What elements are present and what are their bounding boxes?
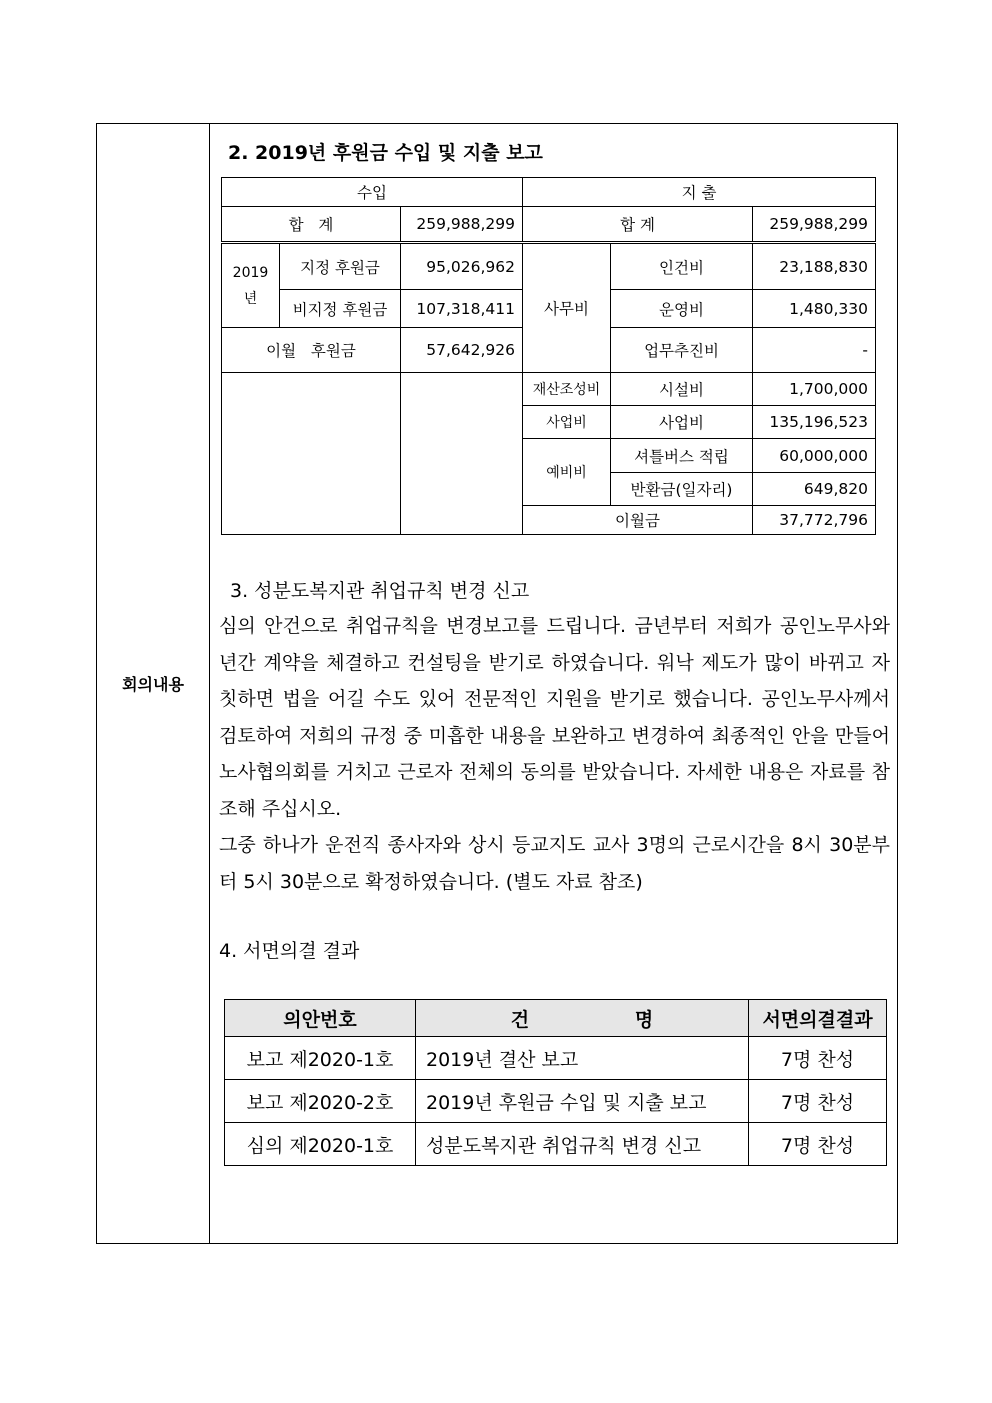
table-row <box>225 1037 887 1080</box>
operation-label: 운영비 <box>611 290 753 328</box>
section3-body <box>219 608 890 900</box>
asset-label: 재산조성비 <box>523 373 611 406</box>
business-promo-label: 업무추진비 <box>611 328 753 373</box>
expense-total-label: 합 계 <box>523 207 753 243</box>
reserve-label: 예비비 <box>523 439 611 506</box>
income-total-value: 259,988,299 <box>401 207 523 243</box>
business-promo-value: - <box>753 328 876 373</box>
table-row <box>225 1080 887 1123</box>
carryover-in-value: 57,642,926 <box>401 328 523 373</box>
section2-title: 2. 2019년 후원금 수입 및 지출 보고 <box>228 142 543 164</box>
refund-value: 649,820 <box>753 473 876 506</box>
designated-label: 지정 후원금 <box>280 243 401 290</box>
col-header-result: 서면의결결과 <box>749 1000 887 1037</box>
section3-paragraph-2: 그중 하나가 운전직 종사자와 상시 등교지도 교사 3명의 근로시간을 8시 30분부터 5시 30분으로 확정하였습니다. (별도 자료 참조) <box>219 834 890 893</box>
non-designated-label: 비지정 후원금 <box>280 290 401 328</box>
year-label: 2019 년 <box>222 243 280 328</box>
operation-value: 1,480,330 <box>753 290 876 328</box>
bill-result: 7명 찬성 <box>749 1123 887 1166</box>
bill-result: 7명 찬성 <box>749 1037 887 1080</box>
bill-number: 심의 제2020-1호 <box>225 1123 416 1166</box>
carryover-out-value: 37,772,796 <box>753 506 876 535</box>
side-label: 회의내용 <box>122 675 184 694</box>
facility-value: 1,700,000 <box>753 373 876 406</box>
expense-header: 지 출 <box>523 178 876 207</box>
carryover-out-label: 이월금 <box>523 506 753 535</box>
col-header-bill-number: 의안번호 <box>225 1000 416 1037</box>
bill-subject: 성분도복지관 취업규칙 변경 신고 <box>416 1123 749 1166</box>
section3-paragraph-1: 심의 안건으로 취업규칙을 변경보고를 드립니다. 금년부터 저희가 공인노무사와 년간 계약을 체결하고 컨설팅을 받기로 하였습니다. 워낙 제도가 많이 바뀌고 자칫하면 법을 어길 수도 있어 전문적인 지원을 받기로 했습니다. 공인노무사께서 검토하여 저희의 규정 중 미흡한 내용을 보완하고 변경하여 최종적인 안을 만들어 노사협의회를 거치고 근로자 전체의 동의를 받았습니다. 자세한 내용은 자료를 참조해 주십시오. <box>219 615 890 820</box>
column-divider <box>209 123 210 1244</box>
project-label: 사업비 <box>611 406 753 439</box>
resolution-table <box>224 999 887 1166</box>
non-designated-value: 107,318,411 <box>401 290 523 328</box>
section4-title: 4. 서면의결 결과 <box>219 940 360 962</box>
section3-title: 3. 성분도복지관 취업규칙 변경 신고 <box>230 580 530 602</box>
empty-income-cell <box>222 373 401 535</box>
project-value: 135,196,523 <box>753 406 876 439</box>
table-row <box>225 1123 887 1166</box>
finance-table <box>221 177 876 535</box>
carryover-in-label: 이월 후원금 <box>222 328 401 373</box>
office-label: 사무비 <box>523 243 611 373</box>
personnel-label: 인건비 <box>611 243 753 290</box>
personnel-value: 23,188,830 <box>753 243 876 290</box>
designated-value: 95,026,962 <box>401 243 523 290</box>
bill-number: 보고 제2020-2호 <box>225 1080 416 1123</box>
income-header: 수입 <box>222 178 523 207</box>
shuttle-label: 셔틀버스 적립 <box>611 439 753 473</box>
refund-label: 반환금(일자리) <box>611 473 753 506</box>
income-total-label: 합 계 <box>222 207 401 243</box>
bill-number: 보고 제2020-1호 <box>225 1037 416 1080</box>
col-header-subject: 건 명 <box>416 1000 749 1037</box>
project-cat-label: 사업비 <box>523 406 611 439</box>
expense-total-value: 259,988,299 <box>753 207 876 243</box>
bill-subject: 2019년 후원금 수입 및 지출 보고 <box>416 1080 749 1123</box>
empty-income-value-cell <box>401 373 523 535</box>
bill-result: 7명 찬성 <box>749 1080 887 1123</box>
bill-subject: 2019년 결산 보고 <box>416 1037 749 1080</box>
shuttle-value: 60,000,000 <box>753 439 876 473</box>
facility-label: 시설비 <box>611 373 753 406</box>
